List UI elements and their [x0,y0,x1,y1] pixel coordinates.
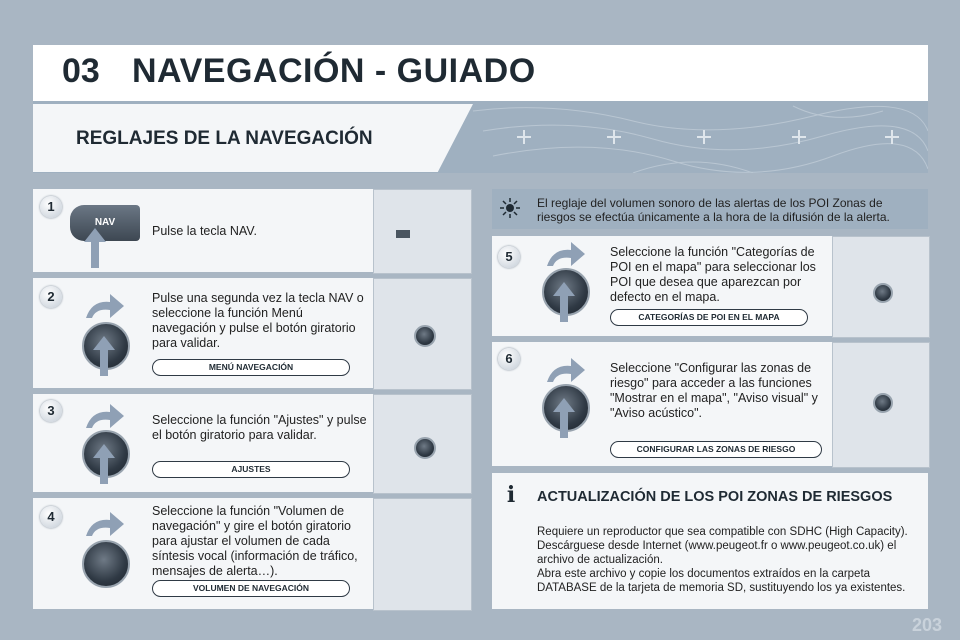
step-badge: 1 [40,196,62,218]
step-text: Seleccione la función "Categorías de POI en el mapa" para seleccionar los POI que desea que aparezcan por defecto en el mapa. [610,245,816,304]
sun-icon [500,198,520,218]
radio-unit-image [373,498,472,611]
menu-label: AJUSTES [152,461,350,478]
info-paragraph-1: Requiere un reproductor que sea compatible con SDHC (High Capacity). Descárguese desde Internet (www.peugeot.fr o www.peugeot.co.uk) el archivo de actualización. [537,526,908,566]
nav-key: NAV [70,205,140,241]
page-number: 203 [911,615,942,635]
arrow-up-icon [553,282,575,322]
step-text: Pulse la tecla NAV. [152,224,257,238]
step-text: Seleccione "Configurar las zonas de riesgo" para acceder a las funciones "Mostrar en el mapa", "Aviso visual" y "Aviso acústico". [610,361,818,420]
step-badge: 5 [498,246,520,268]
rotate-arrow-icon [84,404,124,430]
rotate-arrow-icon [545,242,585,268]
step-badge: 2 [40,286,62,308]
step-badge: 6 [498,348,520,370]
arrow-up-icon [93,336,115,376]
rotate-arrow-icon [84,294,124,320]
radio-unit-image [373,394,472,494]
nav-key-icon [396,230,410,238]
menu-label: MENÚ NAVEGACIÓN [152,359,350,376]
dial-icon [873,393,893,413]
dial-icon [414,325,436,347]
rotate-arrow-icon [84,512,124,538]
radio-unit-image [832,342,930,468]
chapter-number: 03 [62,52,100,90]
radio-unit-image [832,236,930,338]
rotate-arrow-icon [545,358,585,384]
step-badge: 3 [40,400,62,422]
step-text: Seleccione la función "Ajustes" y pulse el botón giratorio para validar. [152,413,367,442]
arrow-up-icon [93,444,115,484]
rotary-knob-icon [82,540,130,588]
info-paragraph-2: Abra este archivo y copie los documentos extraídos en la carpeta DATABASE de la tarjeta de memoria SD, sustituyendo los ya existentes. [537,568,906,594]
step-text: Pulse una segunda vez la tecla NAV o seleccione la función Menú navegación y pulse el botón giratorio para validar. [152,291,364,350]
note-text: El reglaje del volumen sonoro de las alertas de los POI Zonas de riesgos se efectúa únicamente a la hora de la difusión de la alerta. [537,196,890,224]
radio-unit-image [373,278,472,390]
page-title: NAVEGACIÓN - GUIADO [132,52,536,90]
radio-unit-image [373,189,472,274]
info-title: ACTUALIZACIÓN DE LOS POI ZONAS DE RIESGOS [537,489,893,505]
step-badge: 4 [40,506,62,528]
arrow-up-icon [553,398,575,438]
step-text: Seleccione la función "Volumen de navegación" y gire el botón giratorio para ajustar el volumen de cada síntesis vocal (información de tráfico, mensajes de alerta…). [152,504,358,578]
menu-label: CATEGORÍAS DE POI EN EL MAPA [610,309,808,326]
section-title: REGLAJES DE LA NAVEGACIÓN [76,128,373,149]
menu-label: VOLUMEN DE NAVEGACIÓN [152,580,350,597]
arrow-up-icon [84,228,106,268]
dial-icon [414,437,436,459]
dial-icon [873,283,893,303]
menu-label: CONFIGURAR LAS ZONAS DE RIESGO [610,441,822,458]
info-icon: i [506,482,516,508]
